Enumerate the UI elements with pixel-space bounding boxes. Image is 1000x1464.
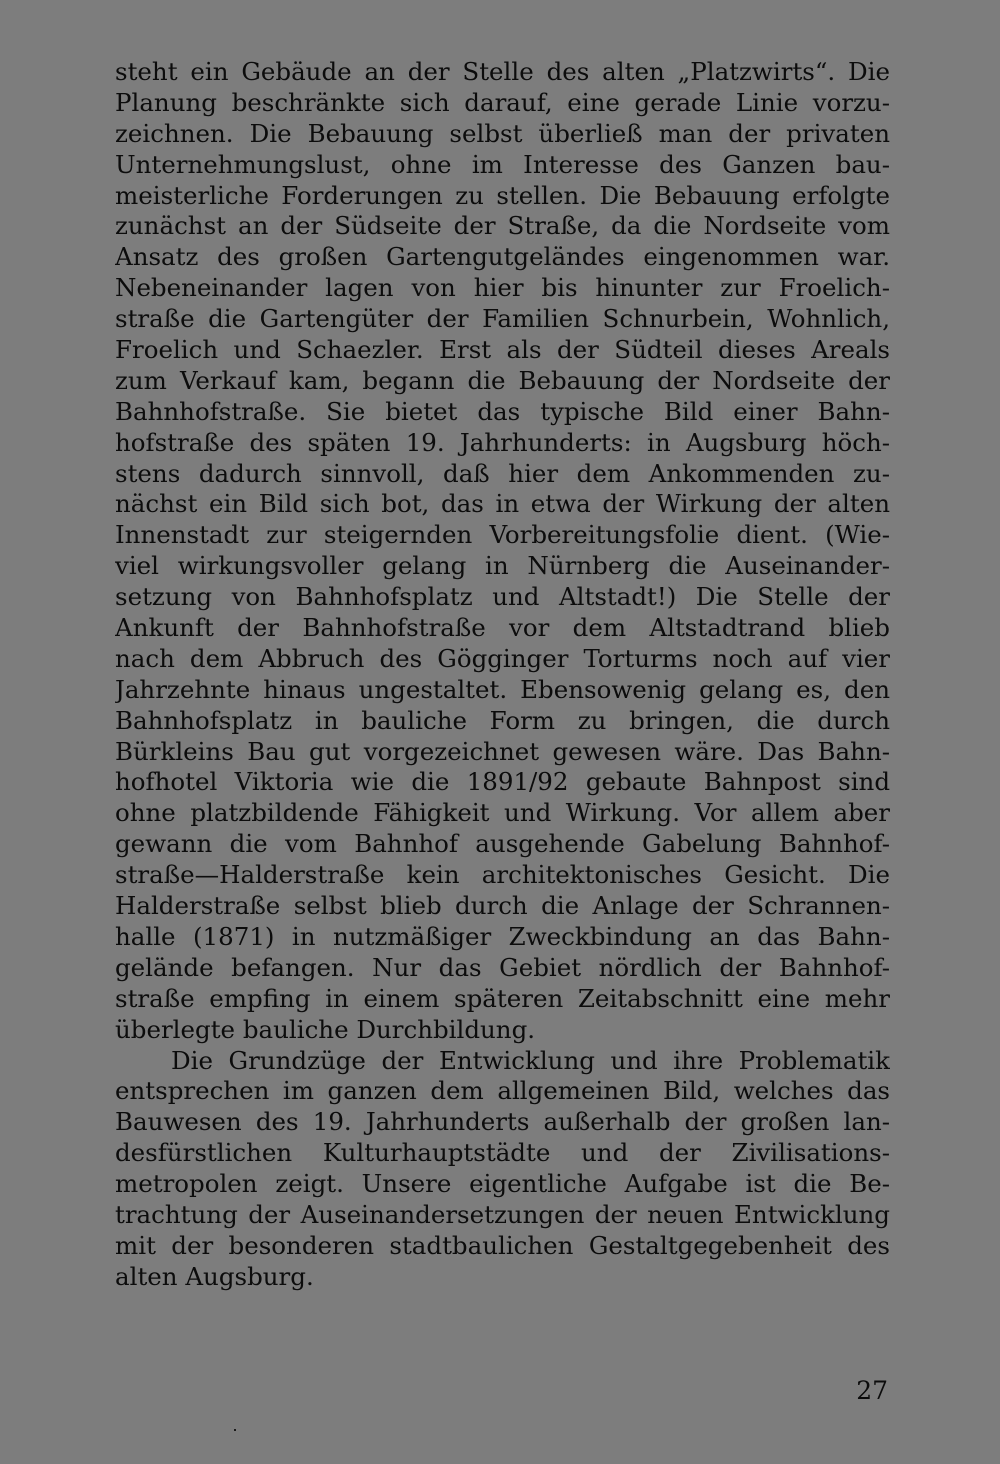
paragraph	[115, 57, 890, 1046]
text-line: Ansatz des großen Gartengutgeländes eingenommen war.	[115, 242, 890, 272]
text-line: zunächst an der Südseite der Straße, da die Nordseite vom	[115, 211, 890, 241]
text-line: überlegte bauliche Durchbildung.	[115, 1014, 536, 1044]
text-line: mit der besonderen stadtbaulichen Gestaltgegebenheit des	[115, 1230, 890, 1260]
text-line: trachtung der Auseinandersetzungen der neuen Entwicklung	[115, 1199, 890, 1229]
text-line: Nebeneinander lagen von hier bis hinunter zur Froelich-	[115, 273, 890, 303]
text-line: Halderstraße selbst blieb durch die Anlage der Schrannen-	[115, 891, 890, 921]
text-line: nach dem Abbruch des Gögginger Torturms noch auf vier	[115, 643, 890, 673]
text-line: desfürstlichen Kulturhauptstädte und der Zivilisations-	[115, 1138, 890, 1168]
text-line: steht ein Gebäude an der Stelle des alten „Platzwirts“. Die	[115, 57, 890, 86]
paragraph	[115, 1046, 890, 1293]
text-line: zum Verkauf kam, begann die Bebauung der Nordseite der	[115, 365, 890, 395]
text-line: gewann die vom Bahnhof ausgehende Gabelung Bahnhof-	[115, 829, 890, 859]
text-line: setzung von Bahnhofsplatz und Altstadt!) Die Stelle der	[115, 582, 890, 612]
scan-speck	[234, 1429, 236, 1431]
text-line: Die Grundzüge der Entwicklung und ihre Problematik	[171, 1045, 890, 1075]
text-line: Planung beschränkte sich darauf, eine gerade Linie vorzu-	[115, 87, 890, 117]
text-line: straße die Gartengüter der Familien Schnurbein, Wohnlich,	[115, 304, 890, 334]
text-line: nächst ein Bild sich bot, das in etwa der Wirkung der alten	[115, 489, 890, 519]
text-line: hofhotel Viktoria wie die 1891/92 gebaute Bahnpost sind	[115, 767, 890, 797]
text-line: metropolen zeigt. Unsere eigentliche Aufgabe ist die Be-	[115, 1169, 890, 1199]
text-line: gelände befangen. Nur das Gebiet nördlich der Bahnhof-	[115, 952, 890, 982]
text-line: hofstraße des späten 19. Jahrhunderts: in Augsburg höch-	[115, 427, 890, 457]
text-line: Bahnhofsplatz in bauliche Form zu bringen, die durch	[115, 705, 890, 735]
text-line: halle (1871) in nutzmäßiger Zweckbindung an das Bahn-	[115, 921, 890, 951]
text-line: Ankunft der Bahnhofstraße vor dem Altstadtrand blieb	[115, 613, 890, 643]
text-line: viel wirkungsvoller gelang in Nürnberg die Auseinander-	[115, 551, 890, 581]
text-line: zeichnen. Die Bebauung selbst überließ man der privaten	[115, 118, 890, 148]
text-line: entsprechen im ganzen dem allgemeinen Bild, welches das	[115, 1076, 890, 1106]
text-line: ohne platzbildende Fähigkeit und Wirkung. Vor allem aber	[115, 798, 890, 828]
text-line: Bahnhofstraße. Sie bietet das typische Bild einer Bahn-	[115, 396, 890, 426]
text-line: Innenstadt zur steigernden Vorbereitungsfolie dient. (Wie-	[115, 520, 890, 550]
text-line: stens dadurch sinnvoll, daß hier dem Ankommenden zu-	[115, 458, 890, 488]
text-line: straße empfing in einem späteren Zeitabschnitt eine mehr	[115, 983, 890, 1013]
text-line: alten Augsburg.	[115, 1261, 314, 1291]
text-line: straße—Halderstraße kein architektonisches Gesicht. Die	[115, 860, 890, 890]
page-body	[115, 57, 890, 1293]
text-line: Jahrzehnte hinaus ungestaltet. Ebensowenig gelang es, den	[115, 674, 890, 704]
page-number: 27	[856, 1376, 888, 1405]
text-line: Froelich und Schaezler. Erst als der Südteil dieses Areals	[115, 335, 890, 365]
text-line: Unternehmungslust, ohne im Interesse des Ganzen bau-	[115, 149, 890, 179]
text-line: Bürkleins Bau gut vorgezeichnet gewesen wäre. Das Bahn-	[115, 736, 890, 766]
text-line: Bauwesen des 19. Jahrhunderts außerhalb der großen lan-	[115, 1107, 890, 1137]
text-line: meisterliche Forderungen zu stellen. Die Bebauung erfolgte	[115, 180, 890, 210]
